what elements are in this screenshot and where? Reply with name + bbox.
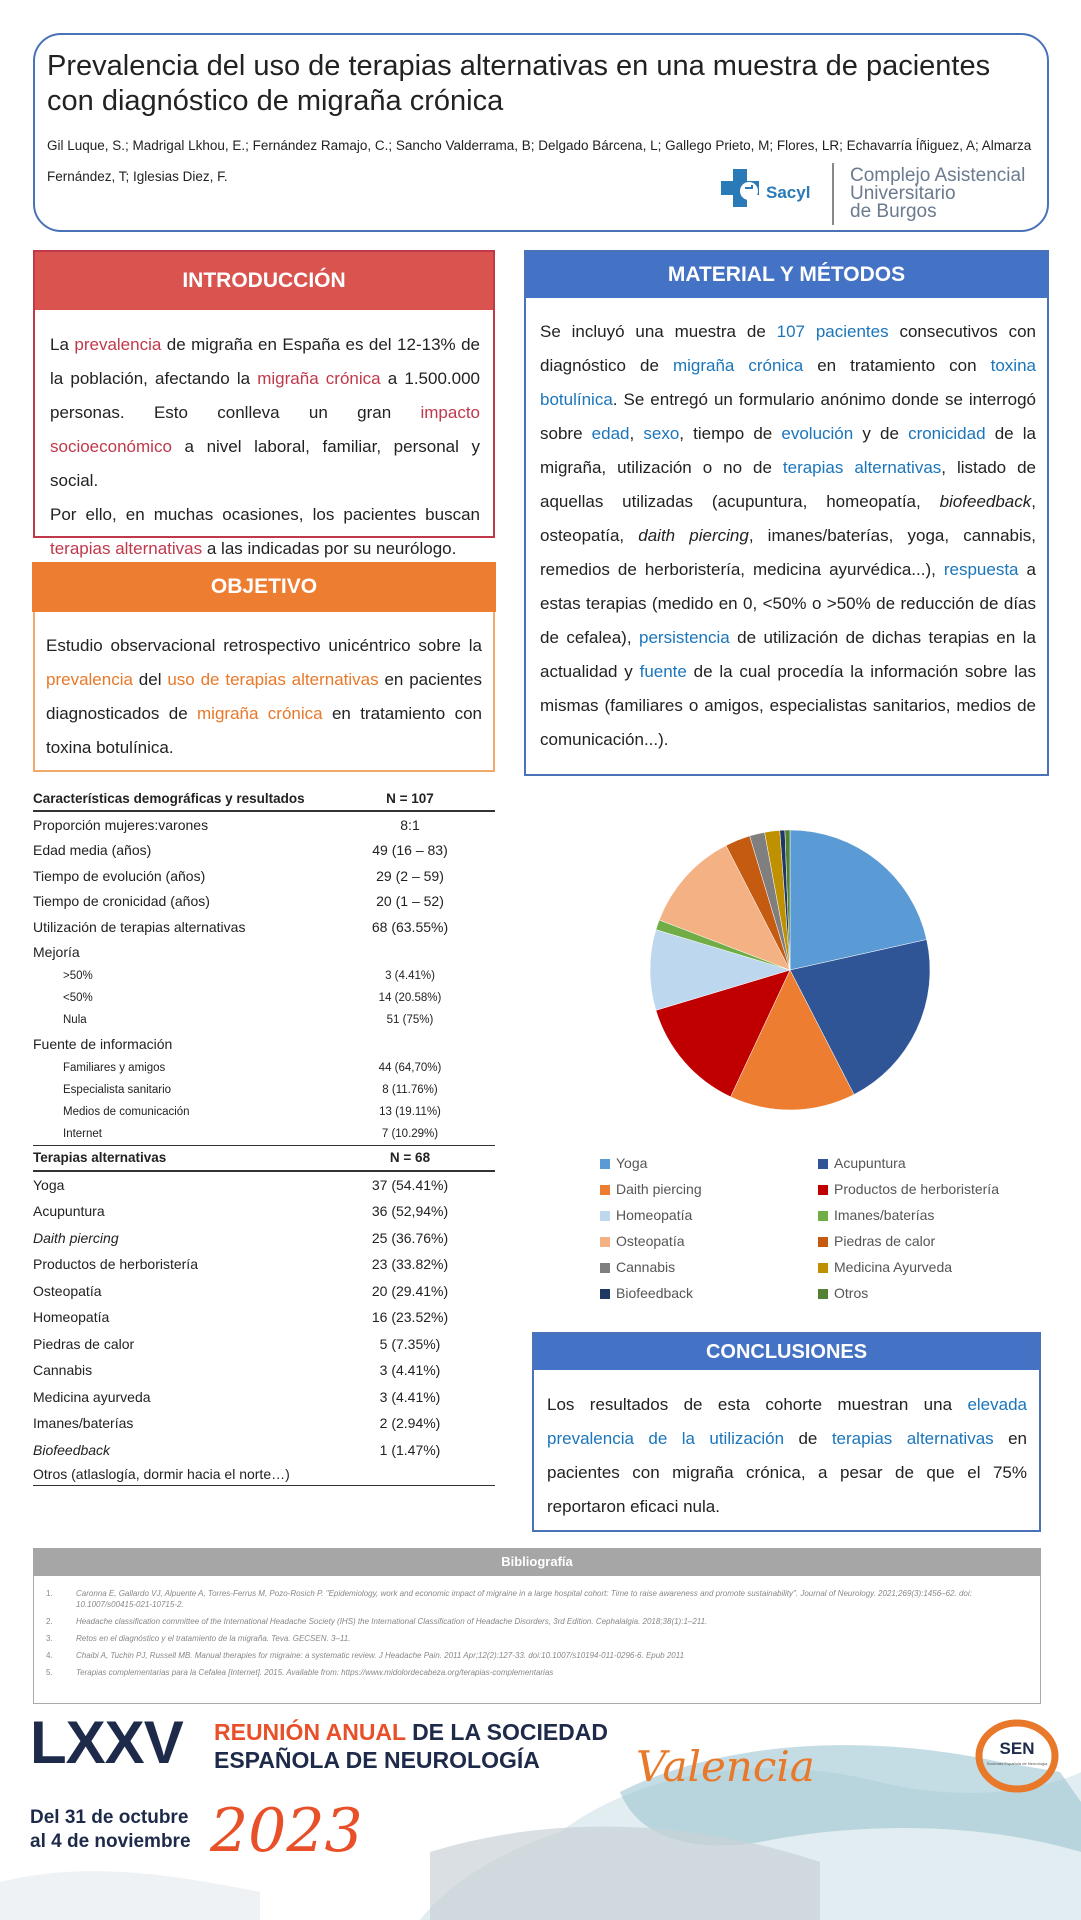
table-row: Productos de herboristería 23 (33.82%) [33, 1256, 449, 1273]
legend-swatch [600, 1263, 610, 1273]
table-row: Cannabis 3 (4.41%) [33, 1362, 441, 1379]
poster-header [33, 33, 1049, 232]
bibliography-item: 1. Caronna E, Gallardo VJ, Alpuente A, Torres-Ferrus M, Pozo-Rosich P. "Epidemiology, work and economic impact of migraine in a large hospital cohort: Time to raise awareness and promote sustainability". Journal of Neurology. 2021;269(3):1456–62. doi: 10.1007/s00415-021-10715-2. [46, 1589, 972, 1609]
table-row: <50% 14 (20.58%) [63, 992, 442, 1004]
table-row: Tiempo de evolución (años) 29 (2 – 59) [33, 867, 444, 884]
congress-dates: Del 31 de octubre al 4 de noviembre [30, 1807, 191, 1852]
pie-legend [600, 1150, 1040, 1306]
legend-label: Imanes/baterías [834, 1207, 935, 1223]
hospital-line-2: Universitario [850, 183, 956, 204]
legend-item [818, 1150, 1036, 1176]
therapies-pie-chart [600, 780, 980, 1160]
table-row: Proporción mujeres:varones 8:1 [33, 816, 420, 833]
table-row: Otros (atlaslogía, dormir hacia el norte…) [33, 1463, 495, 1486]
table-row: Medicina ayurveda 3 (4.41%) [33, 1388, 441, 1405]
congress-number: LXXV [30, 1709, 183, 1776]
legend-item [818, 1228, 1036, 1254]
legend-swatch [600, 1289, 610, 1299]
legend-swatch [600, 1211, 610, 1221]
legend-swatch [818, 1263, 828, 1273]
legend-label: Medicina Ayurveda [834, 1259, 953, 1275]
objetivo-text: Estudio observacional retrospectivo unicéntrico sobre la prevalencia del uso de terapias alternativas en pacientes diagnosticados de migraña crónica en tratamiento con toxina botulínica. [46, 636, 482, 757]
table-row: >50% 3 (4.41%) [63, 970, 435, 982]
table-row: Homeopatía 16 (23.52%) [33, 1309, 449, 1326]
sacyl-label: Sacyl [766, 183, 811, 202]
sen-logo [972, 1716, 1062, 1796]
authors: Gil Luque, S.; Madrigal Lkhou, E.; Fernández Ramajo, C.; Sancho Valderrama, B; Delgado Bárcena, L; Gallego Prieto, M; Flores, LR; Echavarría Íñiguez, A; Almarza Fernández, T; Iglesias Diez, F. [47, 138, 1032, 184]
congress-year: 2023 [210, 1796, 363, 1866]
legend-swatch [600, 1237, 610, 1247]
hospital-line-3: de Burgos [850, 201, 937, 222]
table-row: Yoga 37 (54.41%) [33, 1176, 449, 1193]
metodos-text: Se incluyó una muestra de 107 pacientes consecutivos con diagnóstico de migraña crónica en tratamiento con toxina botulínica. Se entregó un formulario anónimo donde se interrogó sobre edad, sexo, tiempo de evolución y de cronicidad de la migraña, utilización o no de terapias alternativas, listado de aquellas utilizadas (acupuntura, homeopatía, biofeedback, osteopatía, daith piercing, imanes/baterías, yoga, cannabis, remedios de herboristería, medicina ayurvédica...), respuesta a estas terapias (medido en 0, <50% o >50% de reducción de días de cefalea), persistencia de utilización de dichas terapias en la actualidad y fuente de la cual procedía la información sobre las mismas (familiares o amigos, especialistas sanitarios, medios de comunicación...). [540, 322, 1037, 749]
legend-label: Otros [834, 1285, 869, 1301]
conclusiones-text: Los resultados de esta cohorte muestran una elevada prevalencia de la utilización de terapias alternativas en pacientes con migraña crónica, a pesar de que el 75% reportaron eficaci nula. [547, 1395, 1028, 1516]
bibliography-item: 5. Terapias complementarias para la Cefalea [Internet]. 2015. Available from: https://www.midolordecabeza.org/terapias-complementarias [46, 1668, 554, 1677]
table-row: Imanes/baterías 2 (2.94%) [33, 1415, 441, 1432]
legend-item [600, 1150, 818, 1176]
metodos-heading: MATERIAL Y MÉTODOS [526, 252, 1047, 298]
results-tables [33, 786, 495, 1486]
conclusiones-heading: CONCLUSIONES [534, 1334, 1039, 1370]
legend-swatch [600, 1185, 610, 1195]
legend-label: Productos de herboristería [834, 1181, 999, 1197]
sen-label: SEN [999, 1739, 1035, 1758]
legend-label: Homeopatía [616, 1207, 693, 1223]
legend-swatch [600, 1159, 610, 1169]
legend-label: Cannabis [616, 1259, 676, 1275]
legend-label: Osteopatía [616, 1233, 685, 1249]
table-row: Daith piercing 25 (36.76%) [33, 1229, 449, 1246]
legend-item [818, 1202, 1036, 1228]
legend-item [818, 1176, 1036, 1202]
table-row: Nula 51 (75%) [63, 1014, 434, 1026]
legend-label: Biofeedback [616, 1285, 694, 1301]
legend-swatch [818, 1159, 828, 1169]
legend-swatch [818, 1185, 828, 1195]
legend-item [818, 1254, 1036, 1280]
table-row: Internet 7 (10.29%) [33, 1123, 495, 1146]
bibliography-list [46, 1588, 1031, 1684]
congress-city: Valencia [636, 1742, 815, 1791]
intro-text: La prevalencia de migraña en España es del 12-13% de la población, afectando la migraña crónica a 1.500.000 personas. Esto conlleva un gran impacto socioeconómico a nivel laboral, familiar, personal y social. Por ello, en muchas ocasiones, los pacientes buscan terapias alternativas a las indicadas por su neurólogo. [50, 335, 480, 558]
legend-item [600, 1202, 818, 1228]
legend-swatch [818, 1211, 828, 1221]
sacyl-logo [719, 165, 829, 217]
objetivo-heading: OBJETIVO [32, 562, 496, 612]
intro-heading: INTRODUCCIÓN [35, 252, 493, 310]
legend-item [600, 1176, 818, 1202]
table-row: Acupuntura 36 (52,94%) [33, 1203, 449, 1220]
table-row: Especialista sanitario 8 (11.76%) [63, 1083, 438, 1096]
hospital-line-1: Complejo Asistencial [850, 165, 1026, 186]
legend-label: Daith piercing [616, 1181, 702, 1197]
congress-name: REUNIÓN ANUAL DE LA SOCIEDAD ESPAÑOLA DE NEUROLOGÍA [214, 1719, 609, 1773]
table-row: Fuente de información [33, 1035, 173, 1052]
legend-swatch [818, 1289, 828, 1299]
legend-item [600, 1280, 818, 1306]
legend-label: Acupuntura [834, 1155, 906, 1171]
table-row: Medios de comunicación 13 (19.11%) [63, 1105, 441, 1118]
table-row: Biofeedback 1 (1.47%) [33, 1441, 441, 1458]
sen-sublabel: Sociedad Española de Neurología [986, 1761, 1048, 1766]
bibliography-heading: Bibliografía [33, 1548, 1041, 1576]
table-row: Osteopatía 20 (29.41%) [33, 1282, 449, 1299]
table-row: Edad media (años) 49 (16 – 83) [33, 842, 448, 859]
bibliography-item: 2. Headache classification committee of the International Headache Society (IHS) the International Classification of Headache Disorders, 3rd Edition. Cephalalgia. 2018;38(1):1–211. [46, 1617, 708, 1626]
table-header: Características demográficas y resultados N = 107 [33, 786, 495, 811]
hospital-logo [850, 167, 1040, 221]
legend-item [600, 1228, 818, 1254]
legend-item [600, 1254, 818, 1280]
legend-swatch [818, 1237, 828, 1247]
therapies-table [33, 1146, 495, 1487]
table-header: Terapias alternativas N = 68 [33, 1146, 495, 1171]
table-row: Tiempo de cronicidad (años) 20 (1 – 52) [33, 893, 444, 910]
poster-title: Prevalencia del uso de terapias alternativas en una muestra de pacientes con diagnóstico de migraña crónica [47, 50, 991, 117]
table-row: Familiares y amigos 44 (64,70%) [63, 1061, 442, 1074]
demographics-table [33, 786, 495, 1146]
legend-item [818, 1280, 1036, 1306]
bibliography-item: 4. Chaibi A, Tuchin PJ, Russell MB. Manual therapies for migraine: a systematic review. J Headache Pain. 2011 Apr;12(2):127-33. doi:10.1007/s10194-011-0296-6. Epub 2011 [46, 1651, 685, 1660]
logo-divider [832, 163, 834, 225]
table-row: Mejoría [33, 944, 80, 961]
bibliography-item: 3. Retos en el diagnóstico y el tratamiento de la migraña. Teva. GECSEN. 3–11. [46, 1634, 351, 1643]
legend-label: Yoga [616, 1155, 648, 1171]
legend-label: Piedras de calor [834, 1233, 936, 1249]
table-row: Piedras de calor 5 (7.35%) [33, 1335, 441, 1352]
table-row: Utilización de terapias alternativas 68 (63.55%) [33, 918, 449, 935]
